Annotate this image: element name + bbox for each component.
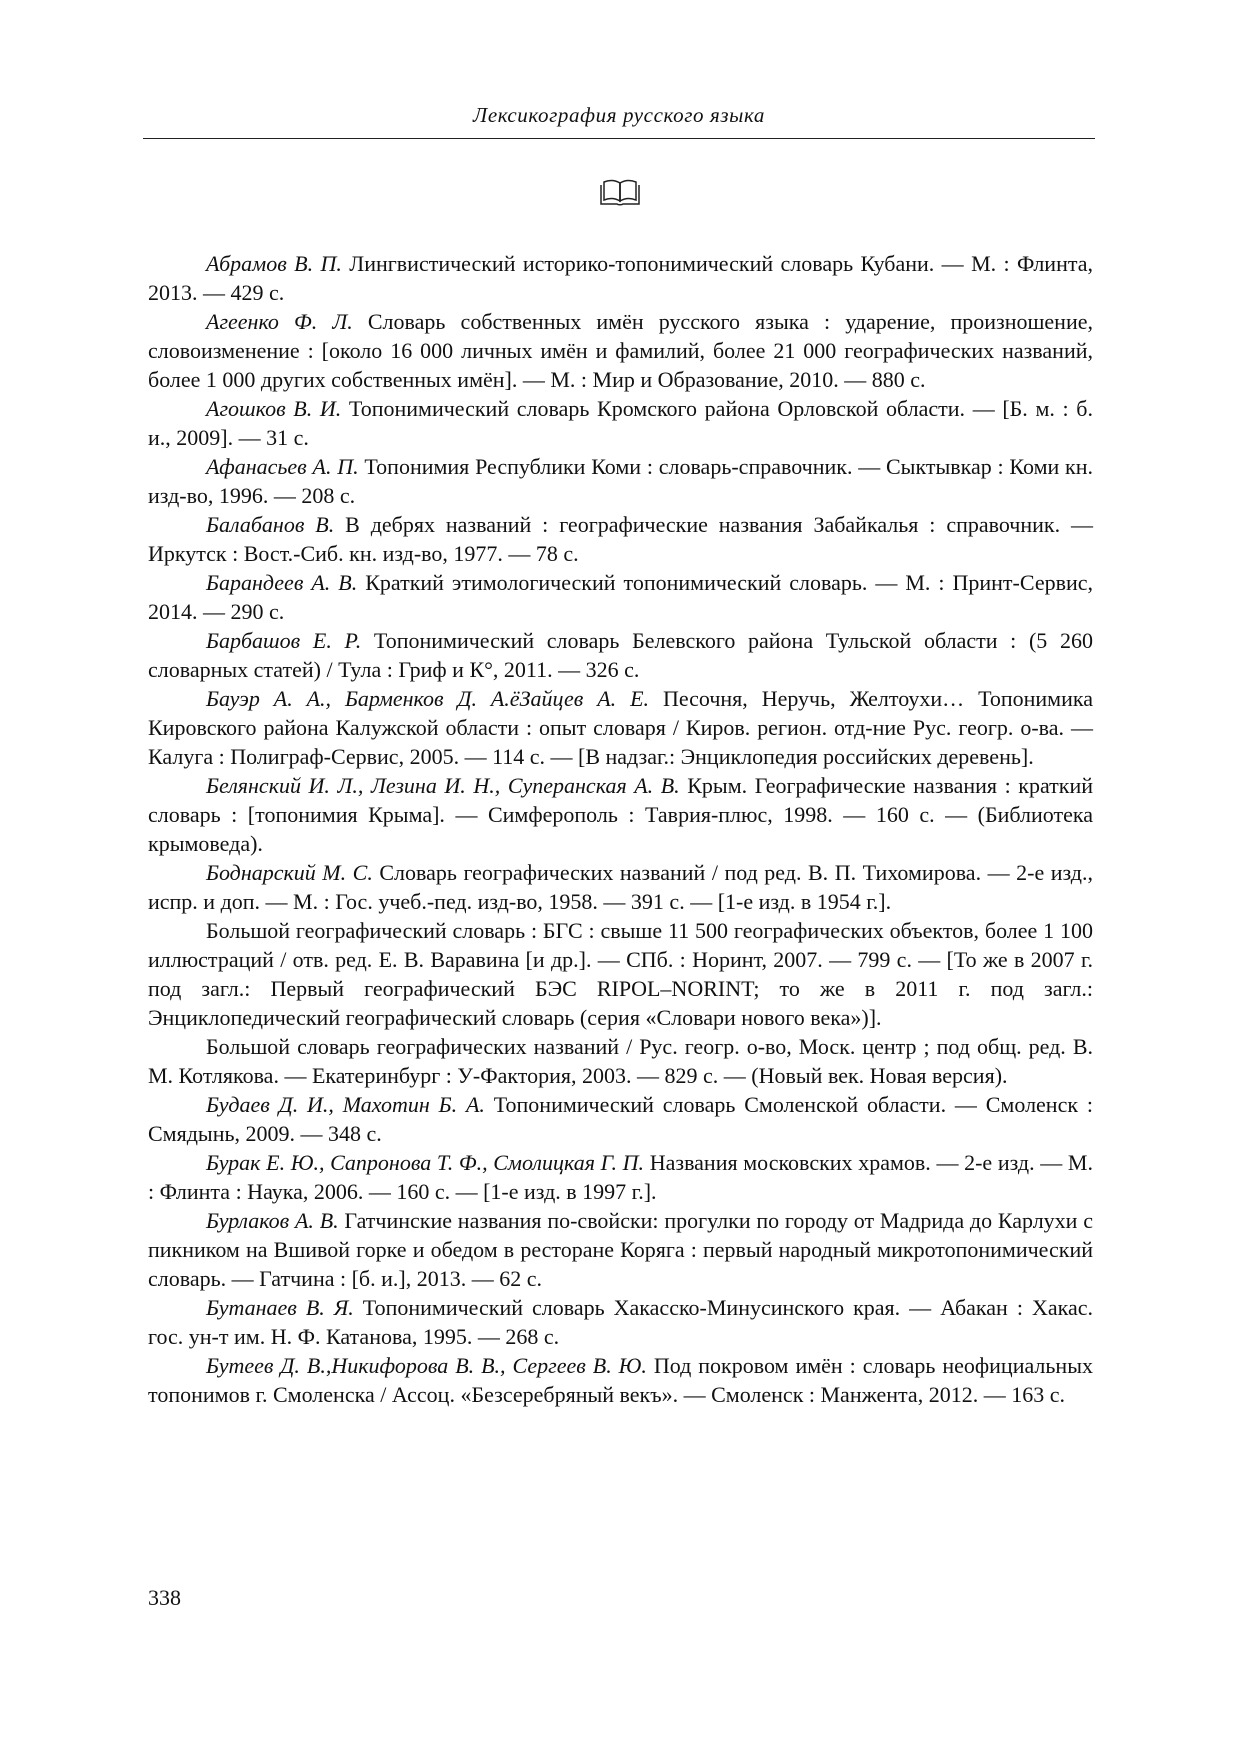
bibliography-entry — [148, 568, 1093, 626]
entry-text: Краткий этимологический топонимический словарь. — М. : Принт-Сервис, 2014. — 290 с. — [148, 570, 1094, 624]
entry-text: Большой словарь географических названий / Рус. геогр. о-во, Моск. центр ; под общ. ред. В. М. Котлякова. — Екатеринбург : У-Фактория, 2003. — 829 с. — (Новый век. Новая версия). — [148, 1034, 1093, 1088]
entry-author: Будаев Д. И., Махотин Б. А. — [206, 1092, 485, 1117]
entry-author: Абрамов В. П. — [206, 251, 342, 276]
bibliography-entry — [148, 1032, 1093, 1090]
entry-text: Песочня, Неручь, Желтоухи… Топонимика Кировского района Калужской области : опыт словаря / Киров. регион. отд-ние Рус. геогр. о-ва. — Калуга : Полиграф-Сервис, 2005. — 114 с. — [В надзаг.: Энциклопедия российских деревень]. — [148, 686, 1093, 769]
bibliography-entry — [148, 858, 1093, 916]
open-book-icon — [600, 178, 640, 206]
bibliography-entry — [148, 1148, 1093, 1206]
bibliography-entry — [148, 510, 1093, 568]
entry-text: Топонимический словарь Белевского района Тульской области : (5 260 словарных статей) / Тула : Гриф и К°, 2011. — 326 с. — [148, 628, 1093, 682]
entry-author: Балабанов В. — [206, 512, 335, 537]
entry-author: Бурлаков А. В. — [206, 1208, 339, 1233]
bibliography-entry — [148, 771, 1093, 858]
bibliography-entry — [148, 626, 1093, 684]
entry-text: Лингвистический историко-топонимический словарь Кубани. — М. : Флинта, 2013. — 429 с. — [148, 251, 1094, 305]
running-header: Лексикография русского языка — [473, 103, 765, 127]
entry-text: Топонимический словарь Кромского района Орловской области. — [Б. м. : б. и., 2009]. — 31 с. — [148, 396, 1093, 450]
bibliography-entry — [148, 452, 1093, 510]
entry-text: В дебрях названий : географические названия Забайкалья : справочник. — Иркутск : Вост.-Сиб. кн. изд-во, 1977. — 78 с. — [148, 512, 1093, 566]
entry-text: Топонимия Республики Коми : словарь-справочник. — Сыктывкар : Коми кн. изд-во, 1996. — 208 с. — [148, 454, 1094, 508]
entry-text: Топонимический словарь Хакасско-Минусинского края. — Абакан : Хакас. гос. ун-т им. Н. Ф. Катанова, 1995. — 268 с. — [148, 1295, 1093, 1349]
entry-author: Афанасьев А. П. — [206, 454, 359, 479]
entry-text: Большой географический словарь : БГС : свыше 11 500 географических объектов, более 1 100 иллюстраций / отв. ред. Е. В. Варавина [и др.]. — СПб. : Норинт, 2007. — 799 с. — [То же в 2007 г. под загл.: Первый географический БЭС RIPOL–NORINT; то же в 2011 г. под загл.: Энциклопедический географический словарь (серия «Словари нового века»)]. — [148, 918, 1093, 1030]
entry-text: Крым. Географические названия : краткий словарь : [топонимия Крыма]. — Симферополь : Таврия-плюс, 1998. — 160 с. — (Библиотека крымоведа). — [148, 773, 1093, 856]
entry-author: Агеенко Ф. Л. — [206, 309, 353, 334]
entry-text: Словарь собственных имён русского языка : ударение, произношение, словоизменение : [около 16 000 личных имён и фамилий, более 21 000 географических названий, более 1 000 других собственных имён]. — М. : Мир и Образование, 2010. — 880 с. — [148, 309, 1093, 392]
entry-author: Барбашов Е. Р. — [206, 628, 362, 653]
bibliography-entry — [148, 1206, 1093, 1293]
bibliography-entry — [148, 249, 1093, 307]
header-rule — [143, 138, 1095, 139]
entry-author: Белянский И. Л., Лезина И. Н., Суперанская А. В. — [206, 773, 680, 798]
entry-author: Агошков В. И. — [206, 396, 342, 421]
entry-text: Топонимический словарь Смоленской области. — Смоленск : Смядынь, 2009. — 348 с. — [148, 1092, 1093, 1146]
bibliography-entry — [148, 1293, 1093, 1351]
entry-author: Боднарский М. С. — [206, 860, 373, 885]
bibliography-entry — [148, 394, 1093, 452]
entry-author: Бутанаев В. Я. — [206, 1295, 354, 1320]
entry-text: Словарь географических названий / под ред. В. П. Тихомирова. — 2-е изд., испр. и доп. — М. : Гос. учеб.-пед. изд-во, 1958. — 391 с. — [1-е изд. в 1954 г.]. — [148, 860, 1093, 914]
bibliography-entry — [148, 307, 1093, 394]
page-number: 338 — [148, 1585, 181, 1610]
entry-text: Под покровом имён : словарь неофициальных топонимов г. Смоленска / Ассоц. «Безсеребряный векъ». — Смоленск : Манжента, 2012. — 163 с. — [148, 1353, 1093, 1407]
entry-text: Названия московских храмов. — 2-е изд. — М. : Флинта : Наука, 2006. — 160 с. — [1-е изд. в 1997 г.]. — [148, 1150, 1093, 1204]
entry-author: Бурак Е. Ю., Сапронова Т. Ф., Смолицкая Г. П. — [206, 1150, 645, 1175]
bibliography-list — [148, 249, 1093, 1409]
bibliography-entry — [148, 1351, 1093, 1409]
entry-author: Бауэр А. А., Барменков Д. А.ёЗайцев А. Е. — [206, 686, 650, 711]
bibliography-entry — [148, 1090, 1093, 1148]
entry-author: Бутеев Д. В.,Никифорова В. В., Сергеев В. Ю. — [206, 1353, 647, 1378]
entry-text: Гатчинские названия по-свойски: прогулки по городу от Мадрида до Карлухи с пикником на Вшивой горке и обедом в ресторане Коряга : первый народный микротопонимический словарь. — Гатчина : [б. и.], 2013. — 62 с. — [148, 1208, 1093, 1291]
bibliography-entry — [148, 916, 1093, 1032]
entry-author: Барандеев А. В. — [206, 570, 358, 595]
bibliography-entry — [148, 684, 1093, 771]
